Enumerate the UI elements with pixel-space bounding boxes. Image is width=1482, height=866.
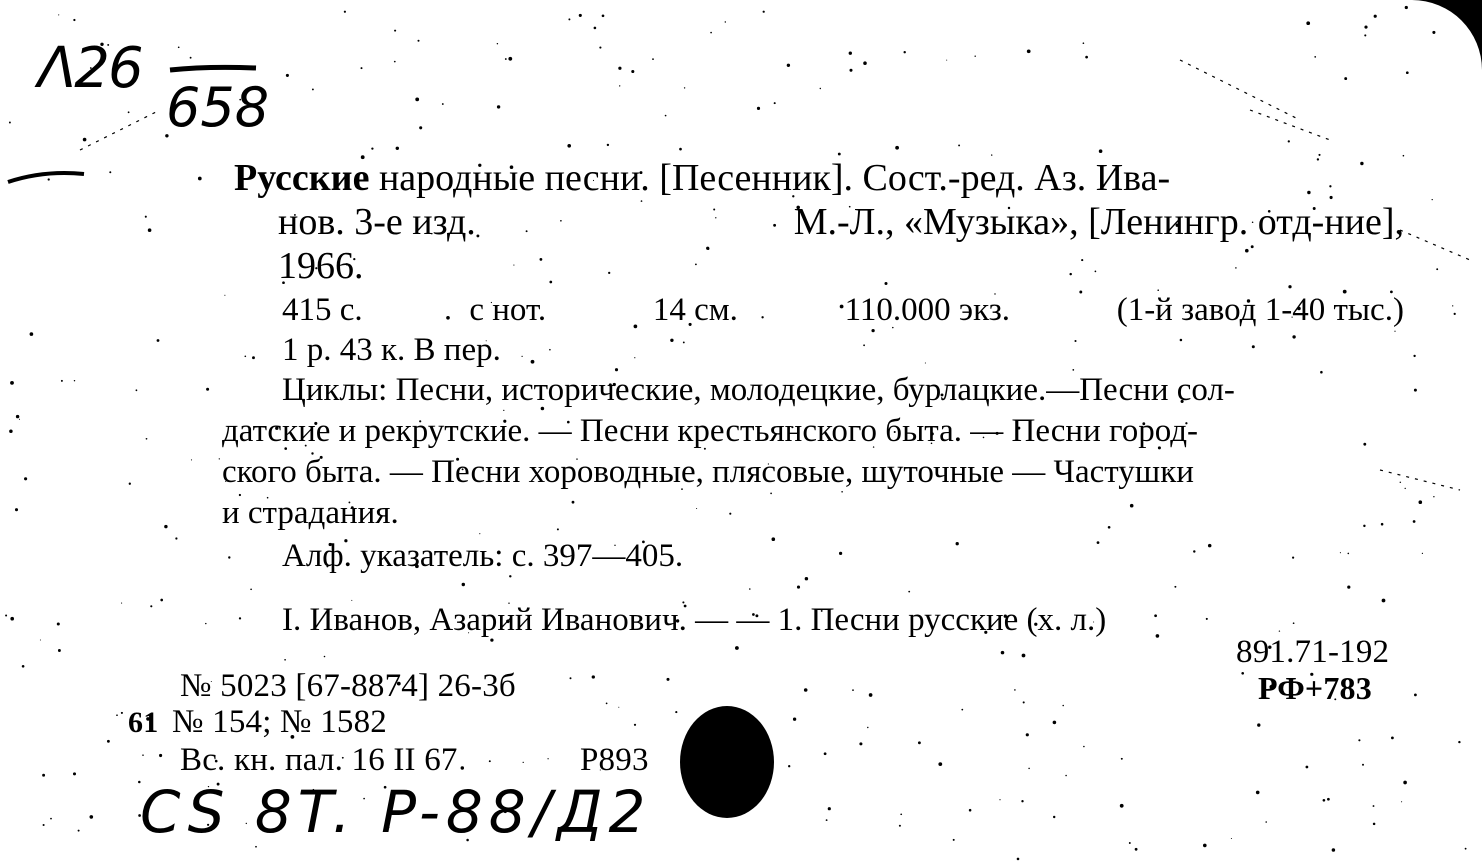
noise-speck [175,537,177,539]
noise-speck [570,677,572,679]
noise-speck [205,623,206,624]
noise-speck [634,724,636,726]
noise-speck [547,758,548,759]
noise-speck [415,98,419,102]
noise-speck [1422,553,1423,554]
noise-speck [1436,268,1438,270]
noise-speck [78,830,80,832]
noise-speck [148,228,152,232]
noise-speck [219,458,220,459]
noise-speck [618,707,619,708]
noise-speck [150,605,152,607]
noise-speck [1257,723,1260,726]
noise-speck [371,147,373,149]
noise-speck [417,40,419,42]
noise-speck [725,21,726,22]
handwritten-signature: CS 8T. P-88/Д2 [140,778,652,846]
noise-speck [42,774,45,777]
noise-speck [1414,389,1417,392]
contents-line: и страдания. [222,495,399,531]
noise-speck [820,88,821,89]
noise-streak [1180,60,1300,120]
noise-speck [1306,21,1310,25]
noise-speck [804,688,808,692]
bibliographic-entry [222,156,1404,640]
entry-notes: с нот. [469,292,547,328]
noise-speck [568,18,570,20]
noise-speck [1120,804,1124,808]
noise-speck [224,295,225,296]
noise-speck [157,339,160,342]
noise-speck [895,146,899,150]
noise-speck [394,30,396,32]
noise-speck [1021,800,1023,802]
noise-speck [83,138,87,142]
noise-speck [396,147,399,150]
noise-speck [1231,838,1232,839]
noise-speck [159,754,162,757]
contents-line: датские и рекрутские. — Песни крестьянского быта. — Песни город- [222,413,1199,449]
noise-speck [1332,848,1336,852]
noise-streak [1250,110,1330,140]
noise-speck [1062,705,1064,707]
noise-speck [57,622,60,625]
noise-speck [1099,149,1103,153]
noise-speck [1374,15,1377,18]
noise-speck [1083,42,1085,44]
noise-speck [58,649,61,652]
noise-speck [73,19,75,21]
noise-speck [15,508,18,511]
noise-speck [665,115,667,117]
noise-speck [826,819,828,821]
noise-speck [607,144,609,146]
noise-speck [774,102,776,104]
entry-contents [222,370,1404,534]
noise-speck [1419,500,1423,504]
noise-speck [1391,737,1394,740]
entry-index: Алф. указатель: с. 397—405. [282,538,684,574]
noise-speck [1028,768,1030,770]
noise-speck [394,61,396,63]
contents-line: Циклы: Песни, исторические, молодецкие, бурлацкие.—Песни сол- [282,372,1235,408]
noise-speck [255,846,257,848]
entry-physical-description [234,288,1404,332]
registry-code: Р893 [580,742,649,778]
noise-speck [1432,199,1433,200]
noise-speck [523,762,524,763]
noise-speck [1452,305,1453,306]
noise-speck [828,807,831,810]
noise-speck [675,711,677,713]
noise-speck [228,556,230,558]
noise-speck [206,388,209,391]
noise-speck [1373,805,1375,807]
noise-streak [1400,230,1470,260]
noise-speck [999,799,1000,800]
noise-speck [16,415,19,418]
noise-speck [618,67,621,70]
noise-speck [859,742,862,745]
noise-speck [190,57,192,59]
noise-speck [1306,766,1309,769]
contents-line: ского быта. — Песни хороводные, плясовые, шуточные — Частушки [222,454,1194,490]
noise-speck [1405,488,1406,489]
noise-speck [1135,848,1138,851]
classification-udc: 891.71-192 [1236,634,1390,670]
noise-speck [1053,816,1055,818]
noise-speck [136,389,138,391]
noise-speck [1364,26,1367,29]
noise-speck [961,709,963,711]
noise-speck [849,52,852,55]
noise-speck [116,714,118,716]
noise-speck [1085,56,1088,59]
punch-hole [680,706,774,818]
noise-speck [19,419,20,420]
noise-speck [953,839,955,841]
noise-speck [710,32,712,34]
noise-speck [442,103,444,105]
noise-speck [631,70,634,73]
noise-speck [50,818,52,820]
noise-speck [904,51,906,53]
noise-speck [1362,764,1364,766]
noise-speck [763,11,765,13]
noise-speck [918,741,921,744]
noise-speck [191,459,192,460]
entry-pages: 415 с. [282,292,363,328]
noise-speck [567,144,571,148]
noise-speck [24,477,27,480]
noise-speck [61,380,63,382]
noise-speck [142,754,144,756]
noise-speck [899,825,901,827]
noise-speck [1023,701,1025,703]
entry-line-3 [234,244,1404,288]
noise-speck [1265,821,1267,823]
noise-speck [1344,77,1347,80]
entry-price-text: 1 р. 43 к. В пер. [282,332,501,368]
noise-speck [1454,313,1456,315]
noise-speck [1358,739,1360,741]
noise-speck [121,603,122,604]
noise-speck [900,813,902,815]
noise-speck [1414,694,1417,697]
noise-speck [489,760,491,762]
noise-speck [419,126,422,129]
noise-speck [128,111,130,113]
noise-speck [344,11,346,13]
noise-speck [1433,496,1434,497]
noise-speck [599,47,601,49]
noise-speck [312,88,314,90]
noise-speck [735,646,739,650]
noise-speck [652,58,654,60]
entry-line-2 [234,200,1404,244]
noise-speck [1413,355,1415,357]
noise-speck [1203,844,1207,848]
noise-speck [594,27,597,30]
noise-speck [1405,6,1408,9]
noise-speck [10,617,14,621]
noise-speck [757,107,760,110]
noise-speck [30,332,34,336]
noise-speck [974,55,975,56]
noise-speck [684,87,685,88]
noise-speck [497,43,498,44]
noise-speck [178,46,180,48]
noise-speck [938,762,942,766]
noise-speck [1022,654,1026,658]
noise-speck [838,153,841,156]
entry-printing: (1-й завод 1-40 тыс.) [1116,292,1404,328]
noise-speck [679,148,682,151]
noise-speck [43,824,45,826]
noise-speck [824,752,827,755]
noise-speck [74,380,75,381]
noise-speck [1017,858,1020,861]
entry-year: 1966. [278,245,364,287]
noise-speck [1373,823,1376,826]
noise-speck [1014,689,1016,691]
noise-speck [73,772,76,775]
noise-speck [129,483,131,485]
classification-code: РФ+783 [1258,670,1372,706]
handwritten-fraction-denominator: 658 [166,76,270,139]
noise-speck [1256,791,1260,795]
noise-speck [1314,56,1316,58]
noise-speck [969,809,972,812]
noise-speck [1129,842,1131,844]
noise-speck [793,718,796,721]
noise-speck [1458,741,1460,743]
noise-speck [286,74,289,77]
noise-speck [5,614,7,616]
entry-size: 14 см. [652,292,738,328]
noise-speck [958,144,960,146]
fraction-line [168,64,258,74]
noise-speck [146,438,148,440]
noise-speck [284,659,286,661]
noise-speck [1327,798,1330,801]
noise-speck [505,58,507,60]
noise-speck [324,656,326,658]
noise-speck [1026,733,1029,736]
noise-speck [863,61,867,65]
entry-publisher: М.-Л., «Музыка», [Ленингр. отд-ние], [793,201,1404,243]
noise-speck [852,689,854,691]
noise-speck [1121,758,1123,760]
noise-speck [606,703,608,705]
noise-speck [22,665,25,668]
noise-speck [1323,799,1326,802]
noise-speck [592,675,595,678]
registry-line-2: № 154; № 1582 [172,704,387,740]
noise-speck [1027,49,1031,53]
noise-speck [1053,721,1057,725]
noise-speck [1406,71,1409,74]
noise-speck [787,64,790,67]
entry-title-rest: народные песни. [Песенник]. Сост.-ред. Аз. Ива- [378,157,1171,199]
noise-speck [361,67,363,69]
noise-speck [602,14,605,17]
noise-speck [461,766,464,769]
noise-speck [867,727,868,728]
noise-speck [1403,781,1407,785]
noise-speck [1065,775,1067,777]
noise-speck [1413,520,1416,523]
noise-speck [869,693,873,697]
noise-speck [10,381,14,385]
registry-prefix: 61 [128,706,159,739]
entry-edition: нов. 3-е изд. [278,201,476,243]
noise-speck [1001,651,1005,655]
noise-speck [1432,31,1435,34]
noise-speck [1241,672,1244,675]
noise-speck [160,599,163,602]
entry-tracing: I. Иванов, Азарий Иванович. — — 1. Песни русские (х. л.) [282,602,1107,638]
noise-speck [58,14,59,15]
noise-speck [579,14,582,17]
noise-speck [107,740,110,743]
noise-speck [497,105,500,108]
noise-speck [198,177,202,181]
noise-streak [80,110,160,150]
noise-speck [666,678,669,681]
noise-speck [619,85,620,86]
noise-speck [1465,848,1467,850]
noise-speck [508,57,512,61]
noise-speck [1401,801,1402,802]
noise-speck [1364,34,1366,36]
noise-speck [788,765,790,767]
noise-speck [1288,140,1290,142]
registry-number: № 5023 [67-8874] 26-3б [180,668,516,704]
noise-speck [9,430,13,434]
entry-print-run: 110.000 экз. [844,292,1010,328]
noise-speck [849,69,852,72]
noise-speck [1083,746,1085,748]
entry-price [234,332,1404,368]
handwritten-top-left: ᐱ26 [38,36,142,101]
noise-speck [89,815,93,819]
entry-line-1 [234,156,1404,200]
noise-speck [145,216,147,218]
noise-speck [9,122,11,124]
registry-line-3: Вс. кн. пал. 16 II 67 [180,742,458,778]
noise-speck [121,712,123,714]
pen-mark [4,150,124,210]
noise-speck [946,60,947,61]
noise-speck [164,525,167,528]
entry-heading-word: Русские [234,157,370,199]
noise-speck [40,640,41,641]
